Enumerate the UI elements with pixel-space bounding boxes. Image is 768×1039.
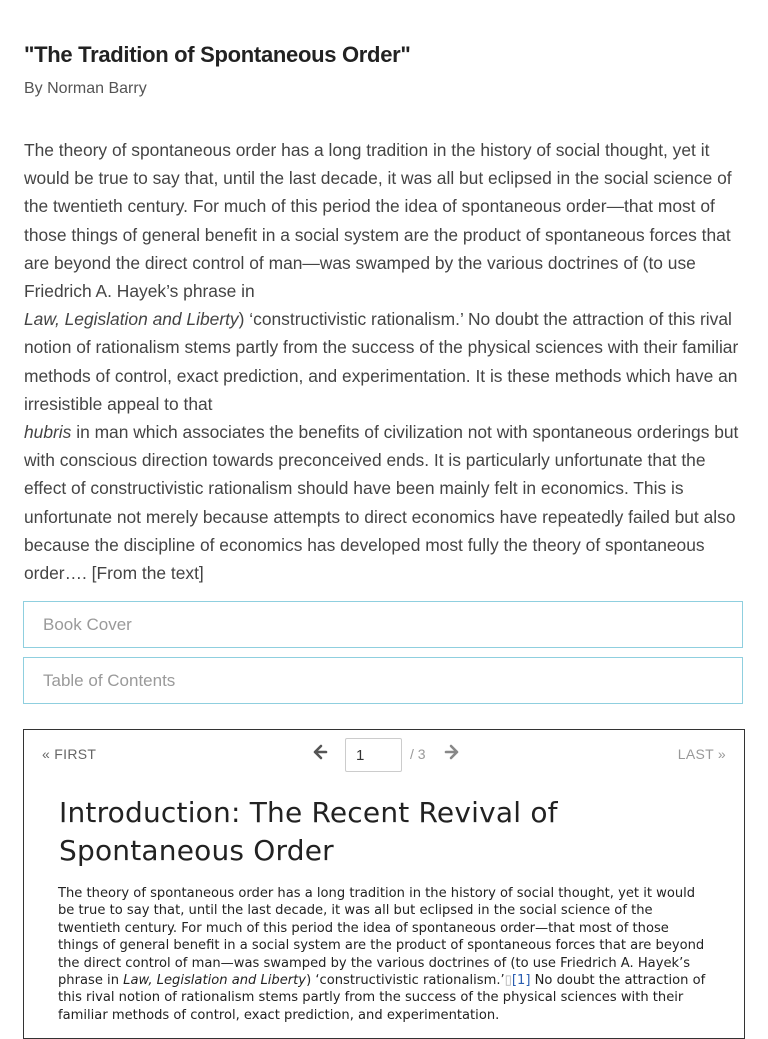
total-pages: / 3 [410, 746, 426, 762]
description-text: ) ‘constructivistic rationalism.’ No doubt the attraction of this rival notion of rationalism stems partly from the success of the physical sciences with their familiar methods of control, exact prediction, and experimentation. It is these methods which have an irresistible appeal to that [24, 309, 739, 414]
reader-pagination [24, 730, 744, 780]
chapter-text-italic: Law, Legislation and Liberty [123, 973, 307, 989]
chapter-text-segment: The theory of spontaneous order has a long tradition in the history of social thought, yet it would be true to say that, until the last decade, it was all but eclipsed in the social science of the twentieth century. For much of this period the idea of spontaneous order—that most of those things of general benefit in a social system are the product of spontaneous forces that are beyond the direct control of man—was swamped by the various doctrines of (to use Friedrich A. Hayek’s phrase in [58, 886, 705, 989]
description-text: The theory of spontaneous order has a long tradition in the history of social thought, yet it would be true to say that, until the last decade, it was all but eclipsed in the social science of the twentieth century. For much of this period the idea of spontaneous order—that most of those things of general benefit in a social system are the product of spontaneous forces that are beyond the direct control of man—was swamped by the various doctrines of (to use Friedrich A. Hayek’s phrase in [24, 140, 732, 302]
book-title: "The Tradition of Spontaneous Order" [24, 42, 411, 67]
book-description [24, 136, 746, 587]
arrow-left-icon[interactable] [312, 744, 328, 765]
description-italic-title: Law, Legislation and Liberty [24, 309, 239, 330]
chapter-title: Introduction: The Recent Revival of Spontaneous Order [59, 796, 558, 867]
chapter-text-segment: No doubt the attraction of this rival notion of rationalism stems partly from the success of the physical sciences with their familiar methods of control, exact prediction, and experimentation. [58, 973, 706, 1023]
footnote-link[interactable]: [1] [511, 973, 531, 989]
book-cover-panel[interactable]: Book Cover [23, 601, 743, 648]
first-page-button[interactable]: « FIRST [42, 746, 97, 762]
last-page-button[interactable]: LAST » [677, 746, 726, 762]
reader-frame [23, 729, 745, 1039]
arrow-right-icon[interactable] [444, 744, 460, 765]
description-italic-word: hubris [24, 422, 72, 443]
description-text: in man which associates the benefits of civilization not with spontaneous orderings but with conscious direction towards preconceived ends. It is particularly unfortunate that the effect of constructivistic rationalism should have been mainly felt in economics. This is unfortunate not merely because attempts to direct economics have repeatedly failed but also because the discipline of economics has developed most fully the theory of spontaneous order…. [From the text] [24, 422, 739, 584]
footnote-marker-icon: ▯ [504, 973, 512, 989]
chapter-text-segment: ) ‘constructivistic rationalism.’ [306, 973, 505, 989]
page-number-input[interactable] [345, 738, 402, 772]
book-author: By Norman Barry [24, 80, 147, 97]
table-of-contents-panel[interactable]: Table of Contents [23, 657, 743, 704]
chapter-text [58, 885, 708, 1024]
